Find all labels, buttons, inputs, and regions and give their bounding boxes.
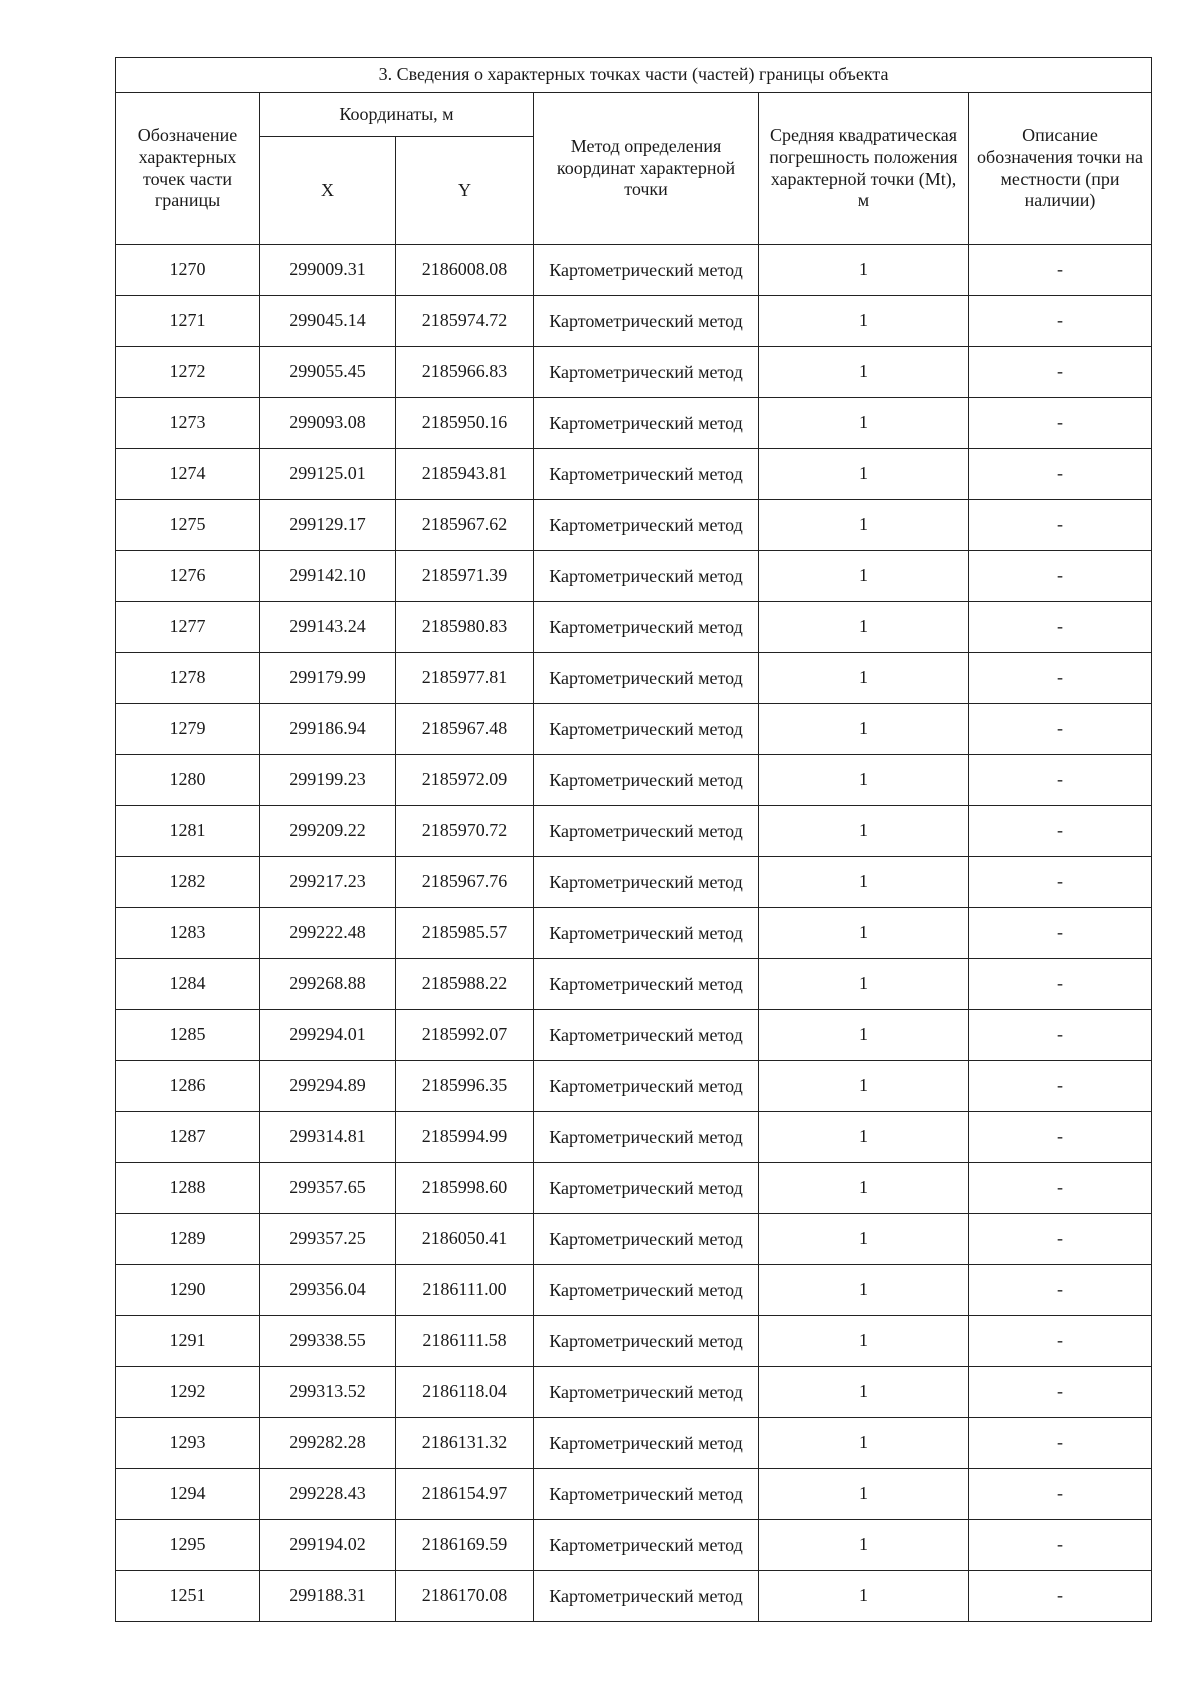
- cell-mt: 1: [759, 704, 969, 755]
- cell-method: Картометрический метод: [534, 347, 759, 398]
- cell-method: Картометрический метод: [534, 500, 759, 551]
- cell-x: 299338.55: [260, 1316, 396, 1367]
- cell-y: 2185980.83: [396, 602, 534, 653]
- header-description: Описание обозначения точки на местности (при наличии): [969, 93, 1152, 245]
- cell-y: 2185967.76: [396, 857, 534, 908]
- cell-mt: 1: [759, 1163, 969, 1214]
- cell-x: 299313.52: [260, 1367, 396, 1418]
- cell-y: 2185988.22: [396, 959, 534, 1010]
- table-row: [116, 1214, 1152, 1265]
- cell-y: 2186131.32: [396, 1418, 534, 1469]
- cell-method: Картометрический метод: [534, 1265, 759, 1316]
- cell-x: 299179.99: [260, 653, 396, 704]
- cell-description: -: [969, 1061, 1152, 1112]
- cell-x: 299268.88: [260, 959, 396, 1010]
- cell-description: -: [969, 1316, 1152, 1367]
- cell-mt: 1: [759, 1418, 969, 1469]
- cell-description: -: [969, 500, 1152, 551]
- cell-mt: 1: [759, 1316, 969, 1367]
- cell-mt: 1: [759, 449, 969, 500]
- cell-x: 299294.89: [260, 1061, 396, 1112]
- cell-y: 2185970.72: [396, 806, 534, 857]
- cell-method: Картометрический метод: [534, 296, 759, 347]
- cell-x: 299222.48: [260, 908, 396, 959]
- cell-mt: 1: [759, 959, 969, 1010]
- cell-method: Картометрический метод: [534, 755, 759, 806]
- header-coordinates: Координаты, м: [260, 93, 534, 137]
- cell-point: 1293: [116, 1418, 260, 1469]
- cell-y: 2185985.57: [396, 908, 534, 959]
- cell-point: 1276: [116, 551, 260, 602]
- cell-method: Картометрический метод: [534, 1061, 759, 1112]
- table-row: [116, 296, 1152, 347]
- table-row: [116, 1367, 1152, 1418]
- cell-x: 299045.14: [260, 296, 396, 347]
- cell-y: 2186008.08: [396, 245, 534, 296]
- cell-point: 1280: [116, 755, 260, 806]
- table-row: [116, 1265, 1152, 1316]
- cell-mt: 1: [759, 755, 969, 806]
- cell-mt: 1: [759, 551, 969, 602]
- cell-point: 1275: [116, 500, 260, 551]
- cell-point: 1277: [116, 602, 260, 653]
- cell-x: 299357.65: [260, 1163, 396, 1214]
- table-caption: 3. Сведения о характерных точках части (частей) границы объекта: [116, 58, 1152, 93]
- cell-method: Картометрический метод: [534, 806, 759, 857]
- cell-y: 2185998.60: [396, 1163, 534, 1214]
- cell-y: 2186111.00: [396, 1265, 534, 1316]
- cell-y: 2185971.39: [396, 551, 534, 602]
- cell-x: 299194.02: [260, 1520, 396, 1571]
- cell-method: Картометрический метод: [534, 1469, 759, 1520]
- cell-x: 299188.31: [260, 1571, 396, 1622]
- cell-point: 1295: [116, 1520, 260, 1571]
- cell-description: -: [969, 1367, 1152, 1418]
- cell-x: 299199.23: [260, 755, 396, 806]
- table-row: [116, 908, 1152, 959]
- cell-description: -: [969, 704, 1152, 755]
- cell-y: 2186154.97: [396, 1469, 534, 1520]
- cell-y: 2185967.48: [396, 704, 534, 755]
- cell-method: Картометрический метод: [534, 704, 759, 755]
- cell-method: Картометрический метод: [534, 1571, 759, 1622]
- table-row: [116, 1469, 1152, 1520]
- table-row: [116, 602, 1152, 653]
- cell-description: -: [969, 857, 1152, 908]
- cell-x: 299209.22: [260, 806, 396, 857]
- cell-description: -: [969, 1520, 1152, 1571]
- cell-description: -: [969, 755, 1152, 806]
- cell-mt: 1: [759, 908, 969, 959]
- cell-mt: 1: [759, 1010, 969, 1061]
- cell-x: 299055.45: [260, 347, 396, 398]
- table-row: [116, 1163, 1152, 1214]
- header-y: Y: [396, 137, 534, 245]
- cell-point: 1290: [116, 1265, 260, 1316]
- cell-description: -: [969, 1418, 1152, 1469]
- boundary-points-table: [115, 57, 1152, 1622]
- cell-x: 299228.43: [260, 1469, 396, 1520]
- cell-y: 2185994.99: [396, 1112, 534, 1163]
- cell-mt: 1: [759, 1469, 969, 1520]
- cell-x: 299186.94: [260, 704, 396, 755]
- cell-method: Картометрический метод: [534, 857, 759, 908]
- cell-x: 299217.23: [260, 857, 396, 908]
- cell-description: -: [969, 1010, 1152, 1061]
- cell-method: Картометрический метод: [534, 551, 759, 602]
- cell-description: -: [969, 602, 1152, 653]
- cell-description: -: [969, 1112, 1152, 1163]
- cell-method: Картометрический метод: [534, 245, 759, 296]
- cell-mt: 1: [759, 602, 969, 653]
- cell-point: 1294: [116, 1469, 260, 1520]
- cell-x: 299129.17: [260, 500, 396, 551]
- cell-point: 1281: [116, 806, 260, 857]
- cell-y: 2185966.83: [396, 347, 534, 398]
- cell-description: -: [969, 398, 1152, 449]
- table-row: [116, 806, 1152, 857]
- cell-point: 1286: [116, 1061, 260, 1112]
- table-row: [116, 551, 1152, 602]
- table-row: [116, 1571, 1152, 1622]
- cell-point: 1289: [116, 1214, 260, 1265]
- cell-method: Картометрический метод: [534, 653, 759, 704]
- cell-point: 1282: [116, 857, 260, 908]
- cell-method: Картометрический метод: [534, 1163, 759, 1214]
- cell-point: 1251: [116, 1571, 260, 1622]
- table-row: [116, 398, 1152, 449]
- cell-y: 2185972.09: [396, 755, 534, 806]
- cell-mt: 1: [759, 1571, 969, 1622]
- cell-description: -: [969, 1214, 1152, 1265]
- cell-x: 299142.10: [260, 551, 396, 602]
- cell-point: 1284: [116, 959, 260, 1010]
- cell-mt: 1: [759, 500, 969, 551]
- table-row: [116, 857, 1152, 908]
- cell-x: 299009.31: [260, 245, 396, 296]
- cell-point: 1272: [116, 347, 260, 398]
- cell-point: 1292: [116, 1367, 260, 1418]
- cell-description: -: [969, 347, 1152, 398]
- table-row: [116, 1010, 1152, 1061]
- table-row: [116, 1112, 1152, 1163]
- table-row: [116, 1061, 1152, 1112]
- cell-y: 2185977.81: [396, 653, 534, 704]
- cell-method: Картометрический метод: [534, 1418, 759, 1469]
- cell-method: Картометрический метод: [534, 1010, 759, 1061]
- cell-point: 1285: [116, 1010, 260, 1061]
- cell-y: 2186050.41: [396, 1214, 534, 1265]
- cell-mt: 1: [759, 296, 969, 347]
- cell-x: 299294.01: [260, 1010, 396, 1061]
- cell-mt: 1: [759, 398, 969, 449]
- table-row: [116, 1520, 1152, 1571]
- table-row: [116, 704, 1152, 755]
- cell-mt: 1: [759, 1367, 969, 1418]
- cell-mt: 1: [759, 1061, 969, 1112]
- cell-description: -: [969, 959, 1152, 1010]
- cell-mt: 1: [759, 347, 969, 398]
- cell-point: 1274: [116, 449, 260, 500]
- cell-point: 1273: [116, 398, 260, 449]
- cell-point: 1279: [116, 704, 260, 755]
- cell-y: 2185943.81: [396, 449, 534, 500]
- cell-method: Картометрический метод: [534, 449, 759, 500]
- cell-x: 299357.25: [260, 1214, 396, 1265]
- cell-point: 1283: [116, 908, 260, 959]
- cell-description: -: [969, 245, 1152, 296]
- cell-mt: 1: [759, 653, 969, 704]
- table-row: [116, 449, 1152, 500]
- cell-y: 2186111.58: [396, 1316, 534, 1367]
- cell-method: Картометрический метод: [534, 1367, 759, 1418]
- table-row: [116, 755, 1152, 806]
- cell-description: -: [969, 1571, 1152, 1622]
- table-row: [116, 1418, 1152, 1469]
- cell-y: 2185992.07: [396, 1010, 534, 1061]
- cell-description: -: [969, 1163, 1152, 1214]
- cell-description: -: [969, 908, 1152, 959]
- cell-description: -: [969, 551, 1152, 602]
- cell-point: 1288: [116, 1163, 260, 1214]
- cell-method: Картометрический метод: [534, 1214, 759, 1265]
- cell-y: 2186118.04: [396, 1367, 534, 1418]
- table-row: [116, 347, 1152, 398]
- cell-method: Картометрический метод: [534, 1520, 759, 1571]
- cell-mt: 1: [759, 1112, 969, 1163]
- cell-y: 2185967.62: [396, 500, 534, 551]
- header-x: X: [260, 137, 396, 245]
- table-row: [116, 245, 1152, 296]
- cell-x: 299356.04: [260, 1265, 396, 1316]
- cell-point: 1291: [116, 1316, 260, 1367]
- cell-y: 2186169.59: [396, 1520, 534, 1571]
- cell-method: Картометрический метод: [534, 908, 759, 959]
- cell-point: 1271: [116, 296, 260, 347]
- cell-mt: 1: [759, 245, 969, 296]
- cell-method: Картометрический метод: [534, 959, 759, 1010]
- cell-description: -: [969, 296, 1152, 347]
- cell-x: 299093.08: [260, 398, 396, 449]
- header-accuracy: Средняя квадратическая погрешность положения характерной точки (Mt), м: [759, 93, 969, 245]
- cell-point: 1278: [116, 653, 260, 704]
- cell-point: 1287: [116, 1112, 260, 1163]
- table-body: [116, 245, 1152, 1622]
- cell-method: Картометрический метод: [534, 1316, 759, 1367]
- cell-mt: 1: [759, 857, 969, 908]
- cell-point: 1270: [116, 245, 260, 296]
- cell-description: -: [969, 806, 1152, 857]
- table-row: [116, 1316, 1152, 1367]
- header-method: Метод определения координат характерной точки: [534, 93, 759, 245]
- cell-method: Картометрический метод: [534, 398, 759, 449]
- cell-y: 2186170.08: [396, 1571, 534, 1622]
- table-row: [116, 500, 1152, 551]
- cell-method: Картометрический метод: [534, 1112, 759, 1163]
- cell-x: 299143.24: [260, 602, 396, 653]
- cell-mt: 1: [759, 1265, 969, 1316]
- cell-description: -: [969, 653, 1152, 704]
- cell-mt: 1: [759, 1214, 969, 1265]
- cell-method: Картометрический метод: [534, 602, 759, 653]
- cell-description: -: [969, 449, 1152, 500]
- table-row: [116, 959, 1152, 1010]
- table-row: [116, 653, 1152, 704]
- cell-x: 299314.81: [260, 1112, 396, 1163]
- header-point-designation: Обозначение характерных точек части границы: [116, 93, 260, 245]
- cell-mt: 1: [759, 806, 969, 857]
- cell-y: 2185950.16: [396, 398, 534, 449]
- cell-mt: 1: [759, 1520, 969, 1571]
- cell-y: 2185974.72: [396, 296, 534, 347]
- cell-description: -: [969, 1469, 1152, 1520]
- cell-x: 299125.01: [260, 449, 396, 500]
- cell-x: 299282.28: [260, 1418, 396, 1469]
- cell-y: 2185996.35: [396, 1061, 534, 1112]
- cell-description: -: [969, 1265, 1152, 1316]
